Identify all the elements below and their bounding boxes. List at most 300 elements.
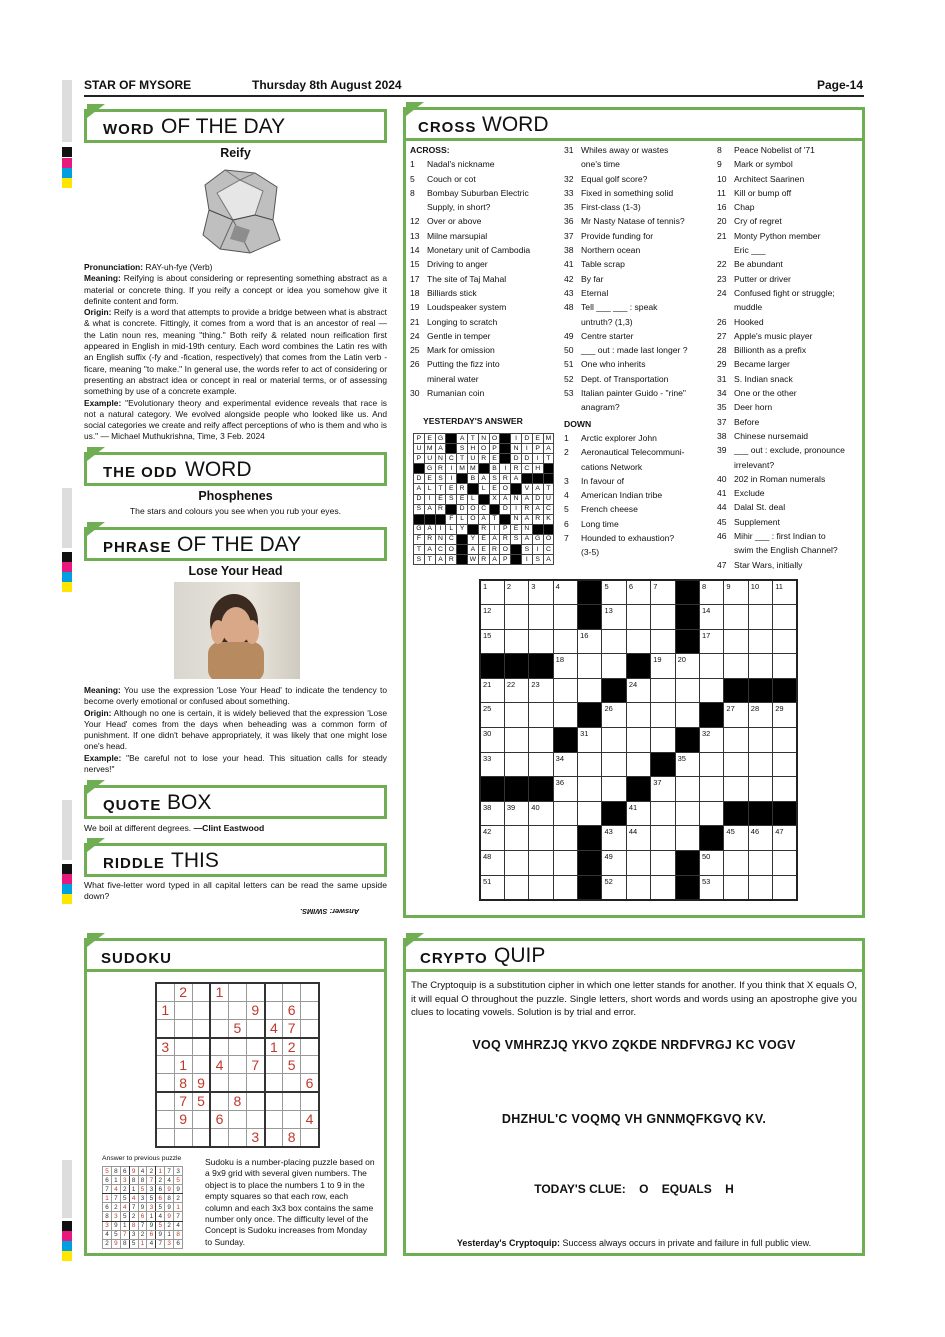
answer-cell: D	[521, 434, 532, 444]
crossword-cell[interactable]: 5	[602, 580, 626, 605]
crossword-cell[interactable]	[553, 851, 577, 876]
crossword-cell[interactable]	[651, 801, 675, 826]
crossword-cell[interactable]: 14	[700, 605, 724, 630]
sudoku-empty-cell[interactable]	[156, 1074, 174, 1092]
crossword-cell[interactable]: 47	[773, 826, 797, 851]
crossword-cell[interactable]	[529, 875, 553, 900]
black-cell	[675, 875, 699, 900]
crossword-cell[interactable]	[553, 605, 577, 630]
clue-number: 21	[410, 316, 420, 327]
crossword-cell[interactable]	[651, 826, 675, 851]
reg-mark-yellow	[62, 178, 72, 188]
black-cell	[446, 504, 457, 514]
crossword-cell[interactable]	[773, 728, 797, 753]
crossword-cell[interactable]	[724, 605, 748, 630]
crossword-cell[interactable]: 2	[504, 580, 528, 605]
answer-cell: I	[489, 524, 500, 534]
crossword-cell[interactable]	[773, 605, 797, 630]
sudoku-answer-cell: 8	[165, 1194, 174, 1203]
crossword-cell[interactable]	[529, 752, 553, 777]
answer-cell: A	[532, 504, 543, 514]
crossword-cell[interactable]	[504, 629, 528, 654]
crossword-cell[interactable]	[675, 678, 699, 703]
crossword-cell[interactable]: 22	[504, 678, 528, 703]
sudoku-empty-cell[interactable]	[265, 1074, 283, 1092]
answer-cell: U	[467, 454, 478, 464]
crossword-cell[interactable]: 9	[724, 580, 748, 605]
crossword-cell[interactable]	[724, 875, 748, 900]
black-cell	[626, 777, 650, 802]
crossword-cell[interactable]	[773, 875, 797, 900]
sudoku-answer-cell: 8	[120, 1239, 129, 1248]
reg-mark-magenta	[62, 874, 72, 884]
crossword-cell[interactable]	[675, 826, 699, 851]
clues-column-1	[410, 143, 560, 400]
sudoku-empty-cell[interactable]	[210, 1092, 228, 1110]
answer-cell: X	[489, 494, 500, 504]
sudoku-empty-cell[interactable]	[192, 1019, 210, 1037]
sudoku-empty-cell[interactable]	[301, 1129, 319, 1147]
sudoku-empty-cell[interactable]	[265, 1056, 283, 1074]
header-big: QUIP	[494, 944, 546, 967]
answer-cell: A	[424, 545, 435, 555]
crossword-cell[interactable]	[626, 605, 650, 630]
sudoku-empty-cell[interactable]	[210, 1074, 228, 1092]
crossword-cell[interactable]	[748, 654, 772, 679]
sudoku-empty-cell[interactable]	[265, 1001, 283, 1019]
crossword-cell[interactable]	[504, 703, 528, 728]
sudoku-empty-cell[interactable]	[228, 1038, 246, 1056]
clue-number: 50	[564, 345, 574, 356]
crossword-cell[interactable]	[504, 851, 528, 876]
sudoku-empty-cell[interactable]	[174, 1038, 192, 1056]
black-cell	[700, 703, 724, 728]
answer-cell: E	[489, 484, 500, 494]
cryptoquip-header	[403, 938, 865, 972]
stressed-woman-photo	[174, 582, 300, 679]
clue-number: 17	[410, 273, 420, 284]
quote-author: —Clint Eastwood	[193, 823, 265, 833]
crossword-cell[interactable]: 28	[748, 703, 772, 728]
crossword-cell[interactable]	[602, 728, 626, 753]
crossword-cell[interactable]: 27	[724, 703, 748, 728]
sudoku-answer-cell: 6	[156, 1185, 165, 1194]
crossword-cell[interactable]: 35	[675, 752, 699, 777]
crossword-cell[interactable]: 16	[578, 629, 602, 654]
crossword-cell[interactable]: 4	[553, 580, 577, 605]
crossword-cell[interactable]: 3	[529, 580, 553, 605]
sudoku-answer-cell: 5	[138, 1185, 147, 1194]
crossword-cell[interactable]	[553, 875, 577, 900]
crossword-cell[interactable]	[578, 801, 602, 826]
sudoku-answer-cell: 7	[174, 1212, 183, 1221]
sudoku-empty-cell[interactable]	[210, 1038, 228, 1056]
sudoku-empty-cell[interactable]	[265, 1092, 283, 1110]
sudoku-empty-cell[interactable]	[246, 983, 264, 1001]
sudoku-given-cell: 8	[228, 1092, 246, 1110]
crossword-cell[interactable]	[724, 777, 748, 802]
crossword-cell[interactable]	[602, 629, 626, 654]
answer-cell: R	[478, 454, 489, 464]
crossword-cell[interactable]	[651, 629, 675, 654]
black-cell	[675, 580, 699, 605]
crossword-cell[interactable]: 31	[578, 728, 602, 753]
clue-number: 37	[564, 230, 574, 241]
crossword-cell[interactable]	[724, 851, 748, 876]
crossword-cell[interactable]	[700, 752, 724, 777]
crossword-cell[interactable]	[529, 629, 553, 654]
crossword-cell[interactable]: 11	[773, 580, 797, 605]
clue-number: 13	[410, 230, 420, 241]
black-cell	[457, 545, 468, 555]
crossword-cell[interactable]	[504, 728, 528, 753]
crossword-cell[interactable]: 25	[480, 703, 504, 728]
sudoku-empty-cell[interactable]	[192, 1001, 210, 1019]
crossword-cell[interactable]	[748, 777, 772, 802]
answer-cell: R	[435, 464, 446, 474]
crossword-cell[interactable]	[748, 875, 772, 900]
sudoku-answer-cell: 2	[156, 1176, 165, 1185]
crossword-cell[interactable]: 43	[602, 826, 626, 851]
black-cell	[478, 494, 489, 504]
clue-text: Couch or cot	[427, 173, 476, 184]
sudoku-answer-cell: 6	[103, 1203, 112, 1212]
crossword-cell[interactable]	[748, 752, 772, 777]
sudoku-empty-cell[interactable]	[156, 983, 174, 1001]
clue-text: Kill or bump off	[734, 187, 792, 198]
sudoku-empty-cell[interactable]	[301, 1092, 319, 1110]
clue-text: Driving to anger	[427, 259, 488, 270]
sudoku-answer-cell: 6	[147, 1230, 156, 1239]
clue-text: Billionth as a prefix	[734, 345, 807, 356]
clue	[717, 372, 862, 386]
answer-cell: I	[521, 555, 532, 565]
crossword-cell[interactable]: 15	[480, 629, 504, 654]
clue	[410, 386, 560, 400]
sudoku-empty-cell[interactable]	[283, 983, 301, 1001]
crossword-cell[interactable]: 46	[748, 826, 772, 851]
crossword-cell[interactable]: 39	[504, 801, 528, 826]
crossword-cell[interactable]	[504, 752, 528, 777]
crossword-cell[interactable]: 23	[529, 678, 553, 703]
down-clues-continued	[717, 143, 862, 572]
clue-text: muddle	[734, 302, 763, 313]
crossword-cell[interactable]	[529, 728, 553, 753]
crossword-cell[interactable]	[578, 752, 602, 777]
crossword-cell[interactable]	[578, 678, 602, 703]
sudoku-answer-cell: 1	[103, 1194, 112, 1203]
crossword-cell[interactable]	[602, 777, 626, 802]
crossword-cell[interactable]	[651, 678, 675, 703]
sudoku-empty-cell[interactable]	[283, 1074, 301, 1092]
sudoku-empty-cell[interactable]	[265, 1110, 283, 1128]
black-cell	[511, 484, 522, 494]
sudoku-empty-cell[interactable]	[174, 1129, 192, 1147]
sudoku-answer-cell: 2	[174, 1194, 183, 1203]
sudoku-empty-cell[interactable]	[265, 1129, 283, 1147]
black-cell	[489, 504, 500, 514]
crossword-cell[interactable]	[651, 728, 675, 753]
black-cell	[529, 777, 553, 802]
crossword-cell[interactable]	[578, 777, 602, 802]
answer-cell: A	[424, 524, 435, 534]
black-cell	[578, 851, 602, 876]
crossword-cell[interactable]: 7	[651, 580, 675, 605]
crossword-cell[interactable]: 26	[602, 703, 626, 728]
crossword-cell[interactable]	[675, 777, 699, 802]
sudoku-empty-cell[interactable]	[228, 983, 246, 1001]
sudoku-empty-cell[interactable]	[228, 1001, 246, 1019]
sudoku-grid	[155, 982, 320, 1148]
crossword-cell[interactable]	[651, 605, 675, 630]
sudoku-answer-cell: 1	[138, 1239, 147, 1248]
sudoku-empty-cell[interactable]	[228, 1110, 246, 1128]
crossword-cell[interactable]: 34	[553, 752, 577, 777]
sudoku-empty-cell[interactable]	[174, 1019, 192, 1037]
clue-number	[564, 545, 581, 559]
answer-cell: A	[543, 555, 554, 565]
crossword-cell[interactable]	[626, 851, 650, 876]
crossword-cell[interactable]: 21	[480, 678, 504, 703]
sudoku-empty-cell[interactable]	[283, 1110, 301, 1128]
black-cell	[500, 514, 511, 524]
crossword-cell[interactable]: 30	[480, 728, 504, 753]
sudoku-empty-cell[interactable]	[156, 1092, 174, 1110]
answer-cell: C	[435, 545, 446, 555]
crossword-cell[interactable]	[773, 777, 797, 802]
crossword-cell[interactable]: 1	[480, 580, 504, 605]
crossword-cell[interactable]: 41	[626, 801, 650, 826]
sudoku-empty-cell[interactable]	[156, 1110, 174, 1128]
crossword-cell[interactable]: 13	[602, 605, 626, 630]
crossword-cell[interactable]: 32	[700, 728, 724, 753]
sudoku-empty-cell[interactable]	[210, 1129, 228, 1147]
crossword-cell[interactable]	[626, 875, 650, 900]
sudoku-empty-cell[interactable]	[156, 1019, 174, 1037]
crossword-cell[interactable]	[651, 875, 675, 900]
crossword-cell[interactable]: 44	[626, 826, 650, 851]
crossword-cell[interactable]	[602, 752, 626, 777]
crossword-cell[interactable]	[529, 605, 553, 630]
crossword-cell[interactable]	[773, 752, 797, 777]
crossword-cell[interactable]	[724, 654, 748, 679]
sudoku-answer-cell: 8	[129, 1221, 138, 1230]
crossword-cell[interactable]	[553, 826, 577, 851]
yesterday-answer-grid	[413, 433, 554, 565]
crossword-cell[interactable]	[626, 728, 650, 753]
sudoku-answer-cell: 1	[120, 1221, 129, 1230]
reg-mark-yellow	[62, 1251, 72, 1261]
sudoku-empty-cell[interactable]	[301, 1019, 319, 1037]
sudoku-empty-cell[interactable]	[210, 1001, 228, 1019]
crossword-cell[interactable]: 49	[602, 851, 626, 876]
sudoku-answer-cell: 4	[165, 1176, 174, 1185]
crossword-cell[interactable]	[773, 851, 797, 876]
answer-cell: H	[532, 464, 543, 474]
crossword-cell[interactable]	[651, 703, 675, 728]
margin-strip	[62, 800, 72, 860]
answer-cell: M	[424, 444, 435, 454]
crossword-cell[interactable]: 12	[480, 605, 504, 630]
sudoku-empty-cell[interactable]	[192, 983, 210, 1001]
crossword-cell[interactable]	[773, 654, 797, 679]
crossword-cell[interactable]	[700, 654, 724, 679]
crossword-cell[interactable]	[504, 605, 528, 630]
sudoku-answer-cell: 9	[165, 1203, 174, 1212]
crossword-cell[interactable]	[724, 728, 748, 753]
crossword-cell[interactable]	[626, 703, 650, 728]
clue-text: Before	[734, 416, 760, 427]
sudoku-empty-cell[interactable]	[192, 1038, 210, 1056]
crossword-cell[interactable]: 37	[651, 777, 675, 802]
sudoku-empty-cell[interactable]	[192, 1056, 210, 1074]
sudoku-empty-cell[interactable]	[210, 1019, 228, 1037]
crossword-cell[interactable]: 36	[553, 777, 577, 802]
sudoku-empty-cell[interactable]	[283, 1092, 301, 1110]
crossword-cell[interactable]	[748, 728, 772, 753]
crossword-cell[interactable]	[553, 801, 577, 826]
clue-text: First-class (1-3)	[581, 202, 641, 213]
crossword-cell[interactable]	[553, 703, 577, 728]
label: Meaning:	[84, 685, 121, 695]
crossword-cell[interactable]	[724, 629, 748, 654]
sudoku-empty-cell[interactable]	[192, 1129, 210, 1147]
sudoku-answer-cell: 5	[120, 1212, 129, 1221]
sudoku-empty-cell[interactable]	[246, 1092, 264, 1110]
sudoku-answer-cell: 9	[111, 1221, 120, 1230]
sudoku-empty-cell[interactable]	[228, 1129, 246, 1147]
crossword-cell[interactable]	[504, 875, 528, 900]
crossword-cell[interactable]	[553, 678, 577, 703]
answer-cell: R	[446, 555, 457, 565]
crossword-cell[interactable]: 8	[700, 580, 724, 605]
sudoku-empty-cell[interactable]	[301, 1056, 319, 1074]
answer-cell: G	[424, 464, 435, 474]
clue-text: Be abundant	[734, 259, 783, 270]
clue-text: French cheese	[581, 504, 638, 515]
sudoku-empty-cell[interactable]	[246, 1038, 264, 1056]
answer-cell: S	[414, 555, 425, 565]
black-cell	[675, 728, 699, 753]
clue	[717, 200, 862, 214]
crossword-cell[interactable]: 42	[480, 826, 504, 851]
sudoku-empty-cell[interactable]	[301, 1038, 319, 1056]
crossword-cell[interactable]	[602, 654, 626, 679]
answer-cell: C	[446, 454, 457, 464]
crossword-cell[interactable]	[529, 851, 553, 876]
clue-number: 20	[717, 216, 727, 227]
crossword-cell[interactable]: 6	[626, 580, 650, 605]
crossword-cell[interactable]	[651, 851, 675, 876]
clue	[410, 186, 560, 200]
crossword-cell[interactable]: 29	[773, 703, 797, 728]
crossword-cell[interactable]	[748, 629, 772, 654]
crossword-cell[interactable]	[748, 605, 772, 630]
clue	[717, 443, 862, 457]
crossword-cell[interactable]: 52	[602, 875, 626, 900]
sudoku-empty-cell[interactable]	[301, 983, 319, 1001]
crossword-cell[interactable]: 53	[700, 875, 724, 900]
clue-text: Longing to scratch	[427, 316, 498, 327]
crossword-cell[interactable]	[578, 654, 602, 679]
sudoku-empty-cell[interactable]	[156, 1056, 174, 1074]
sudoku-empty-cell[interactable]	[246, 1110, 264, 1128]
crossword-cell[interactable]	[626, 752, 650, 777]
sudoku-empty-cell[interactable]	[228, 1056, 246, 1074]
sudoku-empty-cell[interactable]	[192, 1110, 210, 1128]
crossword-cell[interactable]	[675, 801, 699, 826]
clue-text: irrelevant?	[734, 459, 775, 470]
answer-cell: U	[424, 454, 435, 464]
sudoku-empty-cell[interactable]	[228, 1074, 246, 1092]
crossword-cell[interactable]	[504, 826, 528, 851]
crossword-cell[interactable]: 45	[724, 826, 748, 851]
crossword-cell[interactable]	[700, 678, 724, 703]
answer-cell: E	[435, 494, 446, 504]
sudoku-answer-cell: 5	[129, 1239, 138, 1248]
sudoku-empty-cell[interactable]	[246, 1074, 264, 1092]
crossword-cell[interactable]: 48	[480, 851, 504, 876]
crossword-cell[interactable]: 33	[480, 752, 504, 777]
crossword-cell[interactable]: 19	[651, 654, 675, 679]
crossword-cell[interactable]: 50	[700, 851, 724, 876]
clue-number: 18	[410, 287, 420, 298]
crossword-cell[interactable]: 51	[480, 875, 504, 900]
clue-number	[717, 543, 734, 557]
sudoku-given-cell: 1	[174, 1056, 192, 1074]
clue	[717, 272, 862, 286]
clue-number: 38	[564, 245, 574, 256]
crossword-cell[interactable]	[700, 801, 724, 826]
crossword-cell[interactable]	[529, 703, 553, 728]
crossword-cell[interactable]	[553, 629, 577, 654]
answer-cell: R	[424, 534, 435, 544]
clue	[717, 400, 862, 414]
sudoku-empty-cell[interactable]	[246, 1019, 264, 1037]
reg-mark-magenta	[62, 158, 72, 168]
sudoku-empty-cell[interactable]	[156, 1129, 174, 1147]
crossword-cell[interactable]: 40	[529, 801, 553, 826]
crossword-cell[interactable]: 38	[480, 801, 504, 826]
sudoku-given-cell: 1	[156, 1001, 174, 1019]
sudoku-empty-cell[interactable]	[265, 983, 283, 1001]
crossword-cell[interactable]: 18	[553, 654, 577, 679]
crossword-cell[interactable]: 10	[748, 580, 772, 605]
crossword-cell[interactable]	[700, 777, 724, 802]
sudoku-empty-cell[interactable]	[174, 1001, 192, 1019]
sudoku-empty-cell[interactable]	[301, 1001, 319, 1019]
crossword-cell[interactable]	[675, 703, 699, 728]
clue	[410, 300, 560, 314]
crossword-cell[interactable]	[724, 752, 748, 777]
crossword-cell[interactable]	[773, 629, 797, 654]
crossword-cell[interactable]	[529, 826, 553, 851]
margin-strip	[62, 1160, 72, 1218]
crossword-cell[interactable]: 20	[675, 654, 699, 679]
clue-text: Arctic explorer John	[581, 432, 657, 443]
answer-cell: S	[489, 474, 500, 484]
sudoku-answer-cell: 5	[147, 1194, 156, 1203]
crossword-cell[interactable]	[626, 629, 650, 654]
clue-number: 24	[717, 287, 727, 298]
answer-cell: B	[489, 464, 500, 474]
crossword-cell[interactable]: 24	[626, 678, 650, 703]
clue-number: 52	[564, 373, 574, 384]
black-cell	[626, 654, 650, 679]
clue-number: 10	[717, 173, 727, 184]
crossword-cell[interactable]	[748, 851, 772, 876]
crossword-cell[interactable]: 17	[700, 629, 724, 654]
